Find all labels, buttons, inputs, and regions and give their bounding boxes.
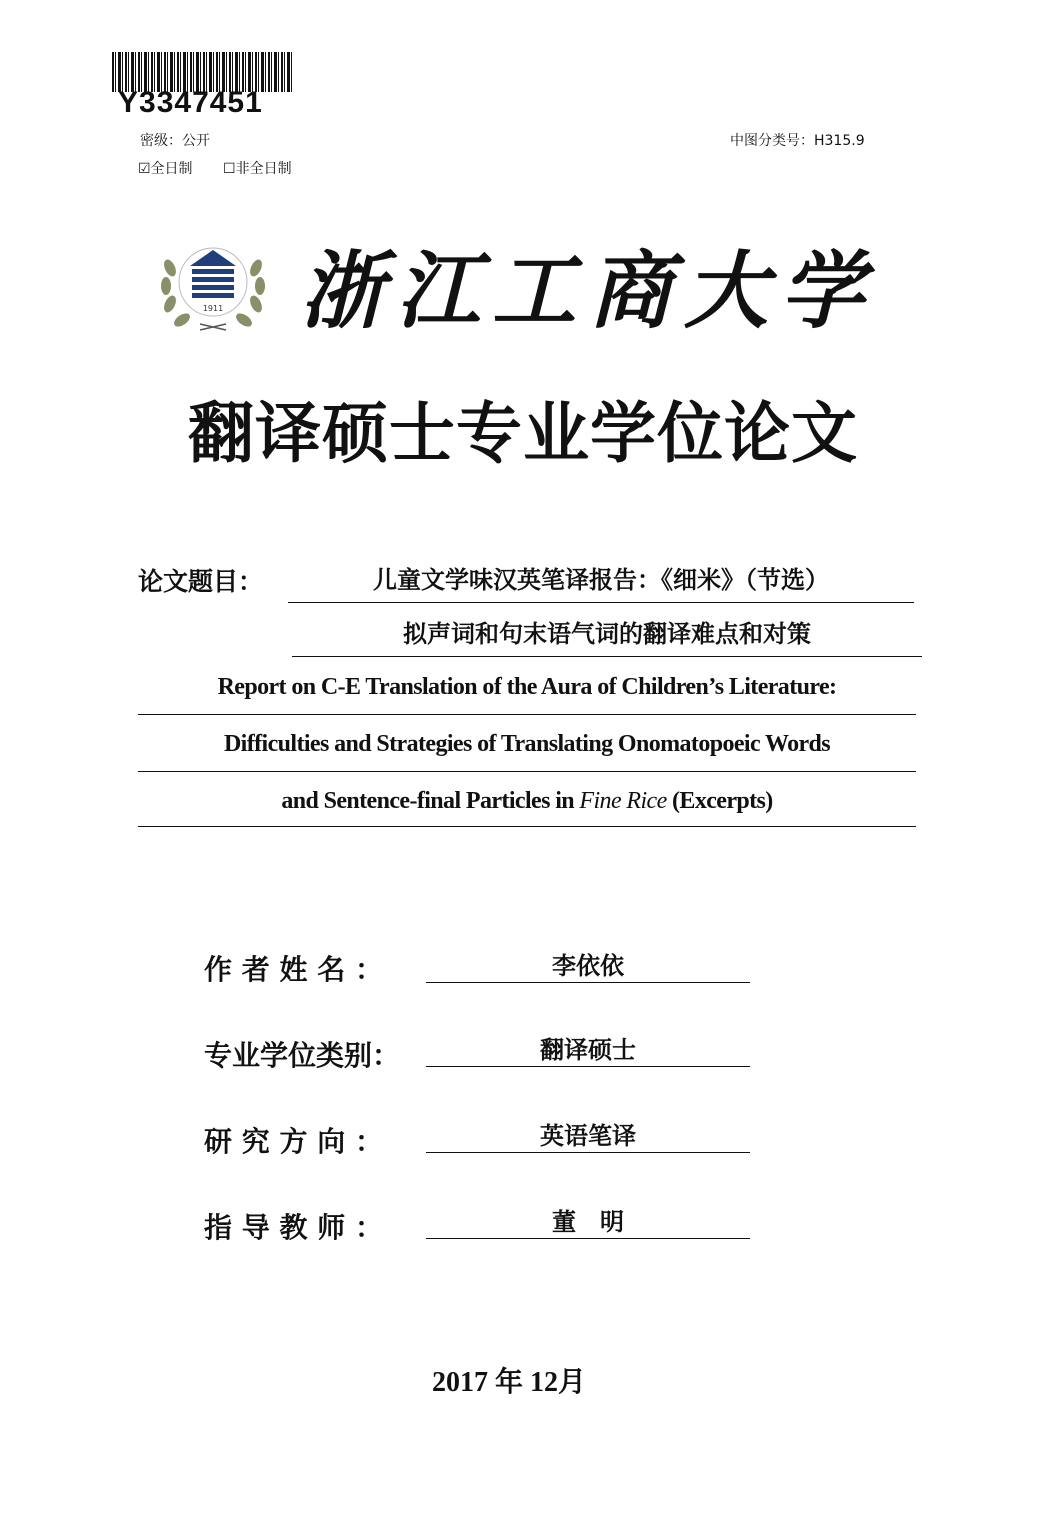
author-name-value: 李依依 (426, 946, 750, 983)
degree-category-label: 专业学位类别： (204, 1039, 401, 1072)
full-time-option: ☑全日制 (138, 161, 193, 177)
part-time-option: ☐非全日制 (223, 161, 292, 177)
thesis-title-en-line2: Difficulties and Strategies of Translating Onomatopoeic Words (138, 731, 916, 772)
university-emblem-icon (156, 238, 270, 334)
thesis-title-en-part-a: and Sentence-final Particles in (281, 788, 580, 814)
thesis-title-cn-line1: 儿童文学味汉英笔译报告：《细米》（节选） (288, 560, 914, 603)
supervisor-value: 董 明 (426, 1202, 750, 1239)
thesis-title-en-line3 (138, 788, 916, 827)
thesis-title-en-part-c: (Excerpts) (666, 788, 773, 814)
secrecy-level: 密级：公开 (140, 133, 210, 149)
thesis-title-en-line1: Report on C-E Translation of the Aura of Children’s Literature: (138, 674, 916, 715)
study-mode (138, 158, 318, 178)
degree-category-value: 翻译硕士 (426, 1030, 750, 1067)
author-name-label: 作 者 姓 名 ： (204, 953, 383, 986)
thesis-title-label: 论文题目： (138, 567, 264, 596)
degree-type-title: 翻译硕士专业学位论文 (188, 395, 858, 472)
thesis-title-cn-line2: 拟声词和句末语气词的翻译难点和对策 (292, 614, 922, 657)
research-direction-value: 英语笔译 (426, 1116, 750, 1153)
submission-date: 2017 年 12月 (432, 1367, 587, 1398)
barcode-number: Y3347451 (118, 86, 263, 119)
research-direction-label: 研 究 方 向 ： (204, 1125, 383, 1158)
supervisor-label: 指 导 教 师 ： (204, 1211, 383, 1244)
thesis-title-en-book: Fine Rice (579, 788, 667, 814)
university-name: 浙江工商大学 (300, 241, 877, 340)
emblem-year: 1911 (202, 304, 224, 313)
classification-number: 中图分类号：H315.9 (730, 133, 865, 149)
